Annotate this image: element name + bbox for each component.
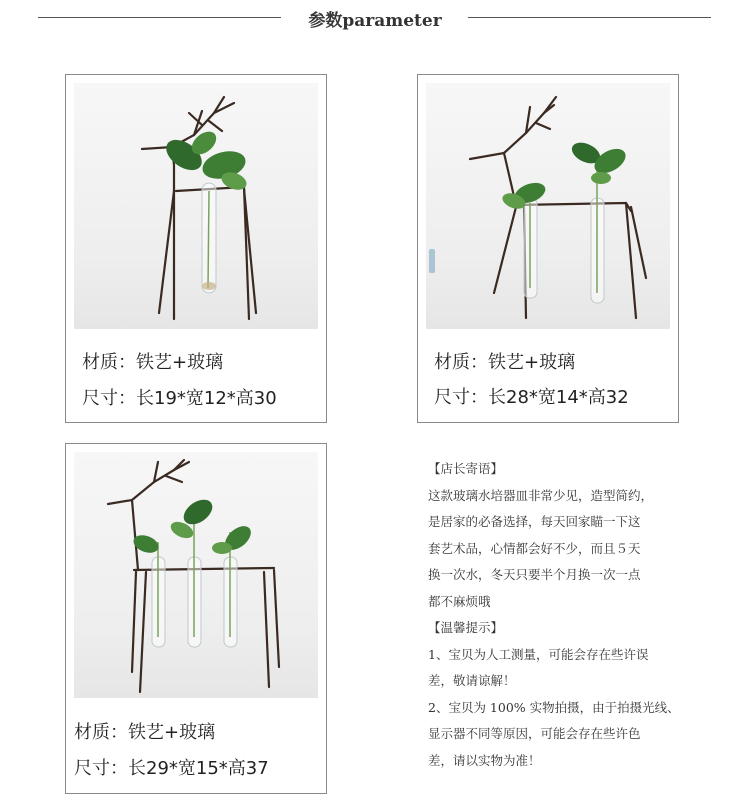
notes-line: 换一次水，冬天只要半个月换一次一点 xyxy=(428,567,641,582)
product-3-material: 材质：铁艺+玻璃 xyxy=(74,722,216,743)
header-rule-right xyxy=(468,17,711,18)
product-2-size: 尺寸：长28*宽14*高32 xyxy=(434,387,629,408)
header-rule-left xyxy=(38,17,281,18)
notes-line: 差，敬请谅解！ xyxy=(428,673,516,688)
product-card-3 xyxy=(65,443,327,794)
product-card-2 xyxy=(417,74,679,423)
section-title: 参数parameter xyxy=(308,11,442,31)
product-3-size: 尺寸：长29*宽15*高37 xyxy=(74,758,269,779)
product-card-1 xyxy=(65,74,327,423)
product-1-material: 材质：铁艺+玻璃 xyxy=(82,352,224,373)
deer-vase-double-image xyxy=(426,83,670,329)
product-photo-1 xyxy=(74,83,318,329)
notes-line: 2、宝贝为 100% 实物拍摄，由于拍摄光线、 xyxy=(428,699,680,715)
shopkeeper-notes xyxy=(428,456,728,774)
product-photo-3 xyxy=(74,452,318,698)
notes-line: 都不麻烦哦 xyxy=(428,593,491,609)
notes-line: 显示器不同等原因，可能会存在些许色 xyxy=(428,726,641,741)
deer-vase-single-image xyxy=(74,83,318,329)
notes-line: 是居家的必备选择，每天回家瞄一下这 xyxy=(428,514,641,529)
notes-heading-tips: 【温馨提示】 xyxy=(428,620,504,635)
notes-line: 这款玻璃水培器皿非常少见，造型简约， xyxy=(428,487,654,503)
notes-line: 套艺术品，心情都会好不少，而且５天 xyxy=(428,540,641,556)
product-2-material: 材质：铁艺+玻璃 xyxy=(434,352,576,373)
notes-heading-shopkeeper: 【店长寄语】 xyxy=(428,461,504,476)
product-1-size: 尺寸：长19*宽12*高30 xyxy=(82,388,277,409)
notes-line: 差，请以实物为准！ xyxy=(428,752,541,768)
notes-line: 1、宝贝为人工测量，可能会存在些许误 xyxy=(428,646,649,662)
product-photo-2 xyxy=(426,83,670,329)
deer-vase-triple-image xyxy=(74,452,318,698)
